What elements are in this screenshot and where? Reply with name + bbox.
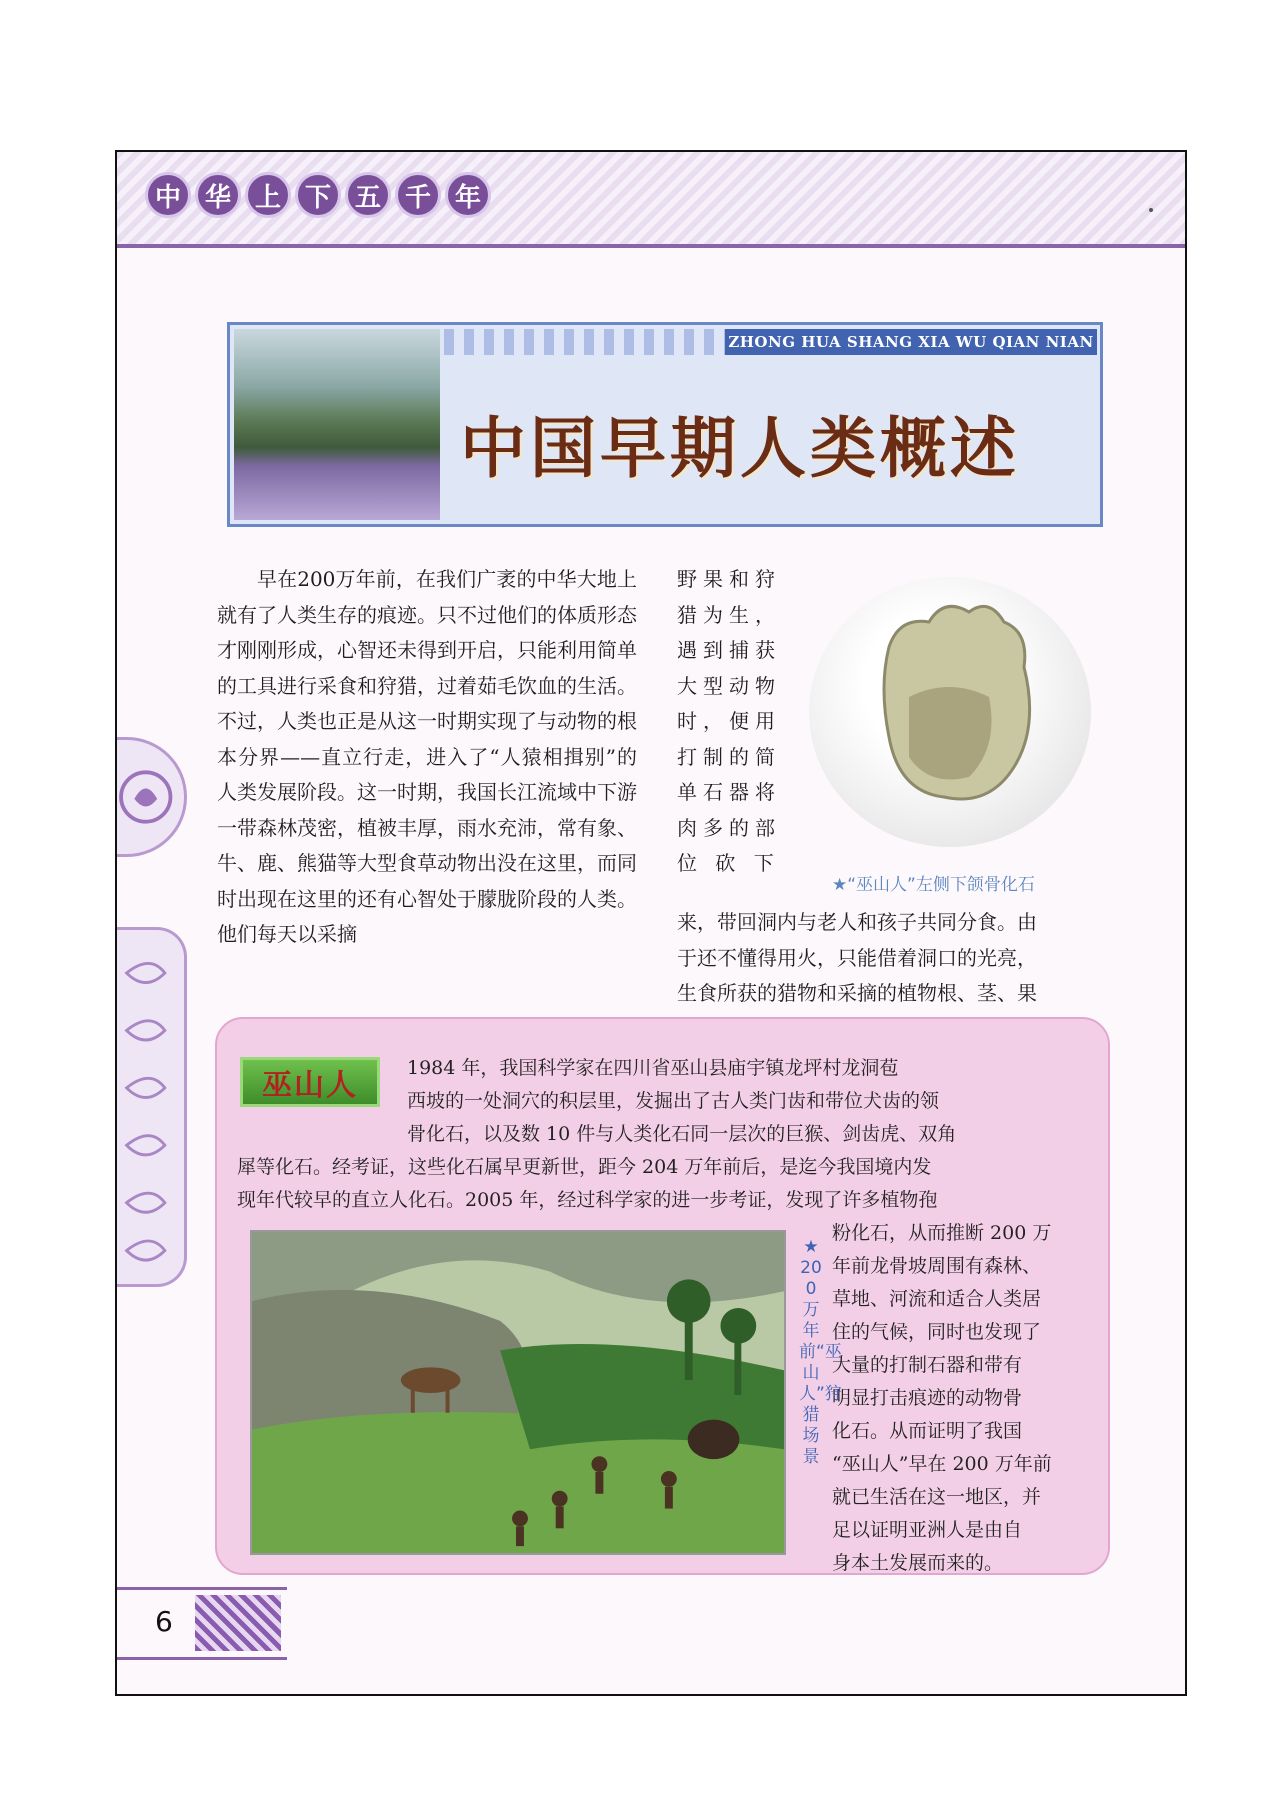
scene-caption: ★200万年前“巫山人”狩猎场景 <box>799 1237 842 1467</box>
decorative-dot <box>1149 208 1153 212</box>
series-char: 上 <box>245 172 291 218</box>
text-line: 位 砍 下 <box>677 851 780 875</box>
text-line: 野果和狩 <box>677 567 781 591</box>
body-column-right <box>677 562 781 882</box>
footer-line <box>117 1657 287 1660</box>
series-char: 年 <box>445 172 491 218</box>
series-char: 中 <box>145 172 191 218</box>
landscape-illustration <box>234 329 440 520</box>
decorative-pattern-bar <box>444 329 725 355</box>
text-line: 于还不懂得用火，只能借着洞口的光亮， <box>677 945 1037 970</box>
page-number-area <box>117 1587 287 1662</box>
series-char: 千 <box>395 172 441 218</box>
text-line: 时，便用 <box>677 709 781 733</box>
dragon-ornament-icon <box>117 737 187 857</box>
text-line: 来，带回洞内与老人和孩子共同分食。由 <box>677 910 1037 934</box>
sidebar-line: 大量的打制石器和带有 <box>832 1354 1023 1376</box>
body-column-left <box>217 562 637 953</box>
series-char: 华 <box>195 172 241 218</box>
sidebar-line: 年前龙骨坡周围有森林、 <box>832 1255 1042 1277</box>
footer-line <box>117 1587 287 1590</box>
cloud-pattern-ornament-icon <box>117 927 187 1287</box>
sidebar-line: 西坡的一处洞穴的积层里，发掘出了古人类门齿和带位犬齿的领 <box>407 1090 940 1112</box>
sidebar-line: 住的气候，同时也发现了 <box>832 1321 1042 1343</box>
text-line: 猎为生， <box>677 602 781 627</box>
text-line: 肉多的部 <box>677 815 781 840</box>
sidebar-line: 化石。从而证明了我国 <box>832 1420 1023 1442</box>
header-band <box>117 152 1185 247</box>
sidebar-line: 骨化石，以及数 10 件与人类化石同一层次的巨猴、剑齿虎、双角 <box>407 1123 957 1145</box>
chapter-heading <box>227 322 1103 527</box>
text-line: 大型动物 <box>677 673 781 698</box>
jaw-fossil-photo <box>809 577 1091 847</box>
body-column-continued <box>677 905 1097 1012</box>
page-frame <box>115 150 1187 1696</box>
body-paragraph: 早在200万年前，在我们广袤的中华大地上就有了人类生存的痕迹。只不过他们的体质形态才刚刚形成，心智还未得到开启，只能利用简单的工具进行采食和狩猎，过着茹毛饮血的生活。不过，人类也正是从这一时期实现了与动物的根本分界——直立行走，进入了“人猿相揖别”的人类发展阶段。这一时期，我国长江流域中下游一带森林茂密，植被丰厚，雨水充沛，常有象、牛、鹿、熊猫等大型食草动物出没在这里，而同时出现在这里的还有心智处于朦胧阶段的人类。他们每天以采摘 <box>217 567 637 946</box>
sidebar-tag: 巫山人 <box>240 1057 380 1107</box>
text-line: 生食所获的猎物和采摘的植物根、茎、果 <box>677 981 1037 1005</box>
series-title <box>145 172 491 218</box>
text-line: 打制的简 <box>677 744 781 769</box>
page-number: 6 <box>155 1605 173 1638</box>
sidebar-line: 犀等化石。经考证，这些化石属早更新世，距今 204 万年前后，是迄今我国境内发 <box>237 1156 932 1178</box>
fossil-caption: ★“巫山人”左侧下颌骨化石 <box>832 875 1035 895</box>
sidebar-line: 就已生活在这一地区，并 <box>832 1486 1042 1508</box>
footer-ornament-icon <box>195 1595 281 1651</box>
sidebar-line: “巫山人”早在 200 万年前 <box>832 1453 1052 1475</box>
series-char: 下 <box>295 172 341 218</box>
text-line: 遇到捕获 <box>677 638 781 662</box>
text-line: 单石器将 <box>677 780 781 804</box>
sidebar-line: 现年代较早的直立人化石。2005 年，经过科学家的进一步考证，发现了许多植物孢 <box>237 1189 938 1211</box>
pinyin-series-name: ZHONG HUA SHANG XIA WU QIAN NIAN <box>725 329 1097 355</box>
header-divider <box>117 244 1185 248</box>
sidebar-line: 身本土发展而来的。 <box>832 1552 1004 1574</box>
hunting-scene-illustration <box>250 1230 786 1555</box>
sidebar-line: 明显打击痕迹的动物骨 <box>832 1387 1023 1409</box>
sidebar-line: 足以证明亚洲人是由自 <box>832 1519 1023 1541</box>
chapter-title: 中国早期人类概述 <box>460 409 1020 487</box>
sidebar-line: 草地、河流和适合人类居 <box>832 1288 1042 1310</box>
sidebar-line: 粉化石，从而推断 200 万 <box>832 1222 1052 1244</box>
series-char: 五 <box>345 172 391 218</box>
sidebar-line: 1984 年，我国科学家在四川省巫山县庙宇镇龙坪村龙洞苞 <box>407 1057 899 1079</box>
